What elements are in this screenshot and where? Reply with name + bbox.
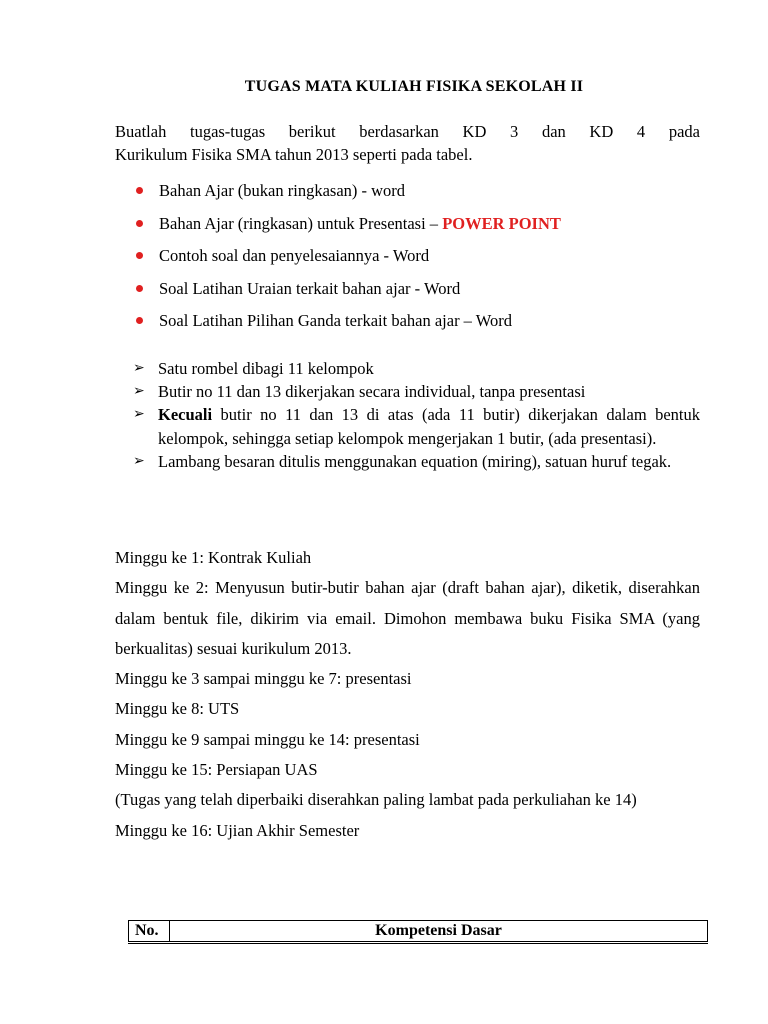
bullet-dot-icon — [136, 252, 143, 259]
list-item — [133, 450, 700, 473]
intro-line-2: Kurikulum Fisika SMA tahun 2013 seperti pada tabel. — [115, 145, 473, 164]
list-item — [133, 277, 693, 310]
list-item — [133, 179, 693, 212]
document-title: TUGAS MATA KULIAH FISIKA SEKOLAH II — [244, 78, 584, 95]
weekly-schedule — [115, 543, 700, 846]
list-item — [133, 357, 700, 380]
bold-lead-word: Kecuali — [158, 405, 213, 425]
rules-arrow-list — [133, 357, 700, 473]
schedule-line: Minggu ke 3 sampai minggu ke 7: presentasi — [115, 669, 412, 689]
arrow-item-text: Butir no 11 dan 13 dikerjakan secara individual, tanpa presentasi — [158, 382, 586, 402]
bullet-text: Soal Latihan Uraian terkait bahan ajar - Word — [159, 278, 461, 298]
power-point-highlight: POWER POINT — [442, 213, 561, 233]
schedule-line: Minggu ke 2: Menyusun butir-butir bahan ajar (draft bahan ajar), diketik, diserahkan dalam bentuk file, dikirim via email. Dimohon membawa buku Fisika SMA (yang berkualitas) sesuai kurikulum 2013. — [115, 578, 700, 658]
table-header-kd: Kompetensi Dasar — [170, 921, 708, 943]
list-item — [133, 309, 693, 342]
arrow-bullet-icon: ➢ — [133, 452, 145, 469]
bullet-dot-icon — [136, 220, 143, 227]
bullet-dot-icon — [136, 187, 143, 194]
schedule-line: Minggu ke 15: Persiapan UAS — [115, 760, 318, 780]
kd-table — [128, 920, 708, 944]
arrow-item-text: Lambang besaran ditulis menggunakan equation (miring), satuan huruf tegak. — [158, 451, 672, 471]
arrow-item-text: Satu rombel dibagi 11 kelompok — [158, 359, 374, 378]
schedule-line: Minggu ke 1: Kontrak Kuliah — [115, 548, 312, 567]
schedule-line: Minggu ke 16: Ujian Akhir Semester — [115, 820, 360, 840]
list-item — [133, 403, 700, 449]
bullet-text: Soal Latihan Pilihan Ganda terkait bahan ajar – Word — [159, 311, 513, 330]
arrow-item-text: butir no 11 dan 13 di atas (ada 11 butir) dikerjakan dalam bentuk kelompok, sehingga setiap kelompok mengerjakan 1 butir, (ada presentasi). — [158, 405, 700, 448]
list-item — [133, 244, 693, 277]
bullet-text: Contoh soal dan penyelesaiannya - Word — [159, 246, 430, 265]
schedule-line: Minggu ke 8: UTS — [115, 699, 240, 719]
table-header-row — [129, 921, 708, 943]
arrow-bullet-icon: ➢ — [133, 360, 145, 376]
task-bullet-list — [133, 179, 693, 342]
bullet-text: Bahan Ajar (ringkasan) untuk Presentasi – — [159, 213, 443, 233]
bullet-dot-icon — [136, 285, 143, 292]
arrow-bullet-icon: ➢ — [133, 406, 145, 423]
intro-line-1: Buatlah tugas-tugas berikut berdasarkan KD 3 dan KD 4 pada — [115, 122, 700, 141]
arrow-bullet-icon: ➢ — [133, 383, 145, 400]
bullet-text: Bahan Ajar (bukan ringkasan) - word — [159, 181, 406, 200]
schedule-line: Minggu ke 9 sampai minggu ke 14: presentasi — [115, 729, 420, 749]
bullet-dot-icon — [136, 317, 143, 324]
intro-paragraph — [115, 120, 700, 166]
list-item — [133, 380, 700, 403]
schedule-line: (Tugas yang telah diperbaiki diserahkan paling lambat pada perkuliahan ke 14) — [115, 790, 637, 810]
list-item — [133, 212, 693, 245]
table-header-no: No. — [129, 921, 170, 943]
